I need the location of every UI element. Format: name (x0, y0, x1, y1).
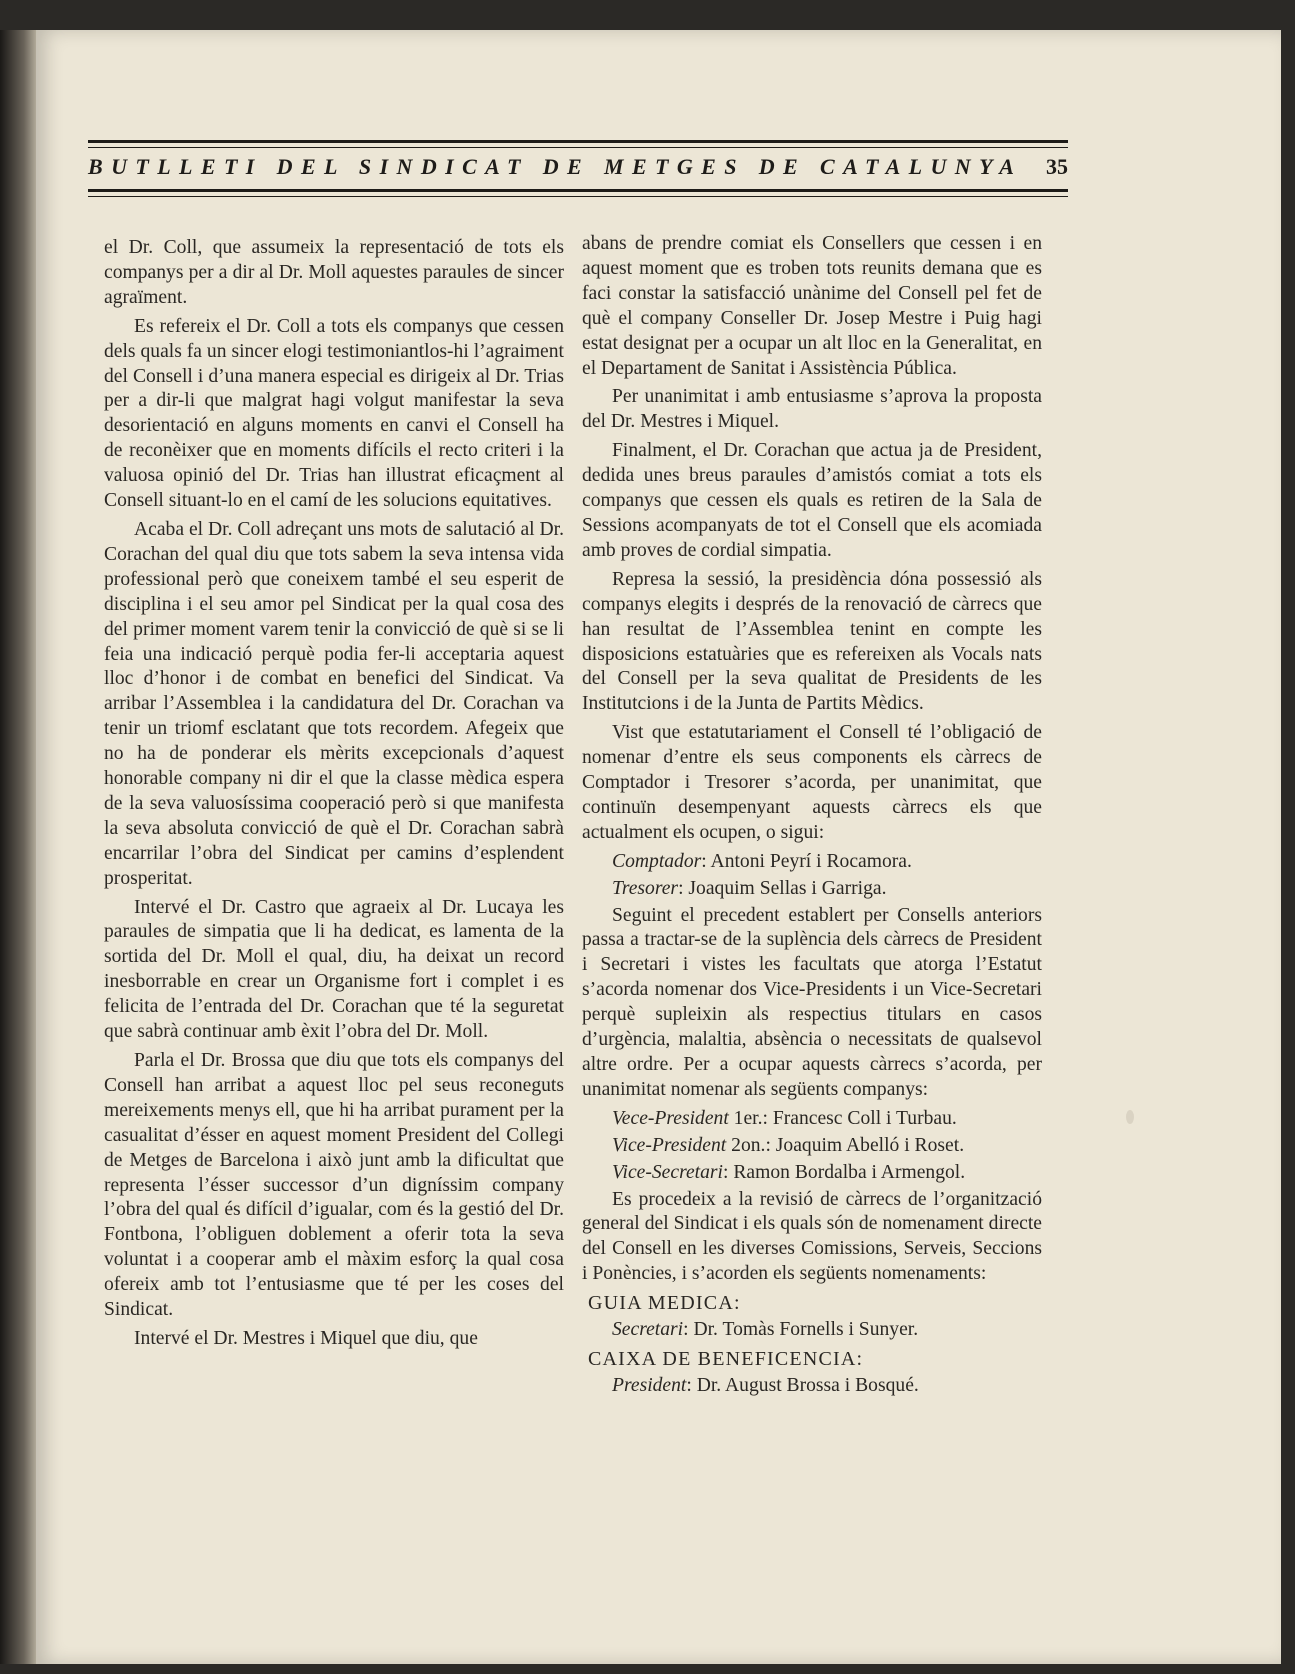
paragraph: el Dr. Coll, que assumeix la representació de tots els companys per a dir al Dr. Moll aquestes paraules de sincer agraïment. (104, 237, 564, 308)
appointment-vice-president-2 (582, 1134, 1042, 1159)
paragraph: Vist que estatutariament el Consell té l’obligació de nomenar d’entre els seus components els càrrecs de Comptador i Tresorer s’acorda, per unanimitat, que continuïn desempenyant aquests càrrecs els que actualment els ocupen, o sigui: (582, 722, 1042, 843)
appointee: : Dr. August Brossa i Bosqué. (686, 1374, 919, 1396)
appointee: : Dr. Tomàs Fornells i Sunyer. (683, 1319, 919, 1341)
role-label: Vice-President (612, 1134, 727, 1156)
role-label: Tresorer (612, 877, 679, 899)
paragraph: Acaba el Dr. Coll adreçant uns mots de salutació al Dr. Corachan del qual diu que tots sabem la seva intensa vida professional però que coneixem també el seu esperit de disciplina i el seu amor pel Sindicat per la qual cosa des del primer moment varem tenir la convicció de què si se li feia una indicació perquè podia fer-li acceptaria aquest lloc d’honor i de combat en benefici del Sindicat. Va arribar l’Assemblea i la candidatura del Dr. Corachan va tenir un triomf esclatant que tots recordem. Afegeix que no ha de ponderar els mèrits excepcionals d’aquest honorable company ni dir el que la classe mèdica espera de la seva valuosíssima cooperació però si que manifesta la seva absoluta convicció de què el Dr. Corachan sabrà encarrilar l’obra del Sindicat per camins d’esplendent prosperitat. (104, 518, 564, 889)
book-gutter (0, 30, 40, 1664)
paragraph: Es procedeix a la revisió de càrrecs de l’organització general del Sindicat i els quals són de nomenament directe del Consell en les diverses Comissions, Serveis, Seccions i Ponències, i s’acorden els següents nomenaments: (582, 1188, 1042, 1285)
appointee: : Joaquim Sellas i Garriga. (678, 877, 887, 899)
role-label: President (612, 1374, 687, 1396)
journal-title: BUTLLETI DEL SINDICAT DE METGES DE CATALUNYA (88, 154, 1023, 179)
paragraph: Represa la sessió, la presidència dóna possessió als companys elegits i després de la renovació de càrrecs que han resultat de l’Assemblea tenint en compte les disposicions estatuàries que es refereixen als Vocals nats del Consell per la seva qualitat de Presidents de les Institutcions i de la Junta de Partits Mèdics. (582, 568, 1042, 715)
paragraph: Parla el Dr. Brossa que diu que tots els companys del Consell han arribat a aquest lloc pel seus reconeguts mereixements menys ell, que hi ha arribat purament per la casualitat d’ésser en aquest moment President del Collegi de Metges de Barcelona i això junt amb la dificultat que representa l’ésser successor d’un digníssim company l’obra del qual és difícil d’igualar, com és la gestió del Dr. Fontbona, l’obliguen doblement a oferir tota la seva voluntat i a cooperar amb el màxim esforç la qual cosa ofereix amb tot l’entusiasme que té per les coses del Sindicat. (104, 1050, 564, 1321)
right-column (582, 232, 1042, 1401)
paragraph: Es refereix el Dr. Coll a tots els companys que cessen dels quals fa un sincer elogi testimoniantlos-hi l’agraiment del Consell i d’una manera especial es dirigeix al Dr. Trias per a dir-li que malgrat hagi volgut manifestar la seva desorientació en alguns moments en canvi el Consell ha de reconèixer que en moments difícils el recto criteri i la valuosa opinió del Dr. Trias han illustrat eficaçment al Consell situant-lo en el camí de les solucions equitatives. (104, 315, 564, 512)
running-header (88, 110, 1068, 200)
paragraph: Finalment, el Dr. Corachan que actua ja de President, dedida unes breus paraules d’amistós comiat a tots els companys que cessen els quals es retiren de la Sala de Sessions acompanyats de tot el Consell que els acomiada amb proves de cordial simpatia. (582, 440, 1042, 561)
paper-stain (1126, 1110, 1134, 1124)
appointment-vice-secretari (582, 1161, 1042, 1186)
appointee: : Ramon Bordalba i Armengol. (722, 1161, 966, 1183)
paragraph: abans de prendre comiat els Consellers que cessen i en aquest moment que es troben tots reunits demana que es faci constar la satisfacció unànime del Consell pel fet de què el company Conseller Dr. Josep Mestre i Puig hagi estat designat per a ocupar un alt lloc en la Generalitat, en el Departament de Sanitat i Assistència Pública. (582, 233, 1042, 379)
role-label: Vece-President (612, 1107, 729, 1129)
appointment-guia-secretari (582, 1318, 1042, 1343)
left-column (104, 236, 564, 1356)
header-rule-top-thin (88, 147, 1068, 148)
appointment-vice-president-1 (582, 1107, 1042, 1132)
page-number: 35 (1046, 154, 1068, 179)
role-label: Comptador (612, 850, 702, 872)
section-heading-caixa-beneficencia: CAIXA DE BENEFICENCIA: (588, 1347, 864, 1370)
header-rule-bottom-thin (88, 196, 1068, 197)
paragraph: Per unanimitat i amb entusiasme s’aprova la proposta del Dr. Mestres i Miquel. (582, 386, 1042, 433)
paragraph: Intervé el Dr. Castro que agraeix al Dr. Lucaya les paraules de simpatia que li ha dedicat, es lamenta de la sortida del Dr. Moll el qual, diu, ha deixat un record inesborrable en crear un Organisme fort i complet i es felicita de l’entrada del Dr. Corachan que té la seguretat que sabrà continuar amb èxit l’obra del Dr. Moll. (104, 896, 564, 1043)
header-rule-top (88, 140, 1068, 143)
appointment-caixa-president (582, 1374, 1042, 1399)
appointment-comptador (582, 850, 1042, 875)
paragraph: Seguint el precedent establert per Consells anteriors passa a tractar-se de la suplència dels càrrecs de President i Secretari i vistes les facultats que atorga l’Estatut s’acorda nomenar dos Vice-Presidents i un Vice-Secretari perquè supleixin als respectius titulars en casos d’urgència, malaltia, absència o necessitats de qualsevol altre ordre. Per a ocupar aquests càrrecs s’acorda, per unanimitat nomenar als següents companys: (582, 904, 1042, 1100)
appointee: : Antoni Peyrí i Rocamora. (701, 850, 912, 872)
role-label: Vice-Secretari (612, 1161, 723, 1183)
appointee: 1er.: Francesc Coll i Turbau. (728, 1107, 957, 1129)
section-heading-guia-medica: GUIA MEDICA: (588, 1292, 741, 1315)
appointee: 2on.: Joaquim Abelló i Roset. (726, 1134, 965, 1156)
paragraph: Intervé el Dr. Mestres i Miquel que diu, que (134, 1327, 478, 1349)
role-label: Secretari (612, 1319, 684, 1341)
appointment-tresorer (582, 877, 1042, 902)
header-rule-bottom (88, 189, 1068, 192)
